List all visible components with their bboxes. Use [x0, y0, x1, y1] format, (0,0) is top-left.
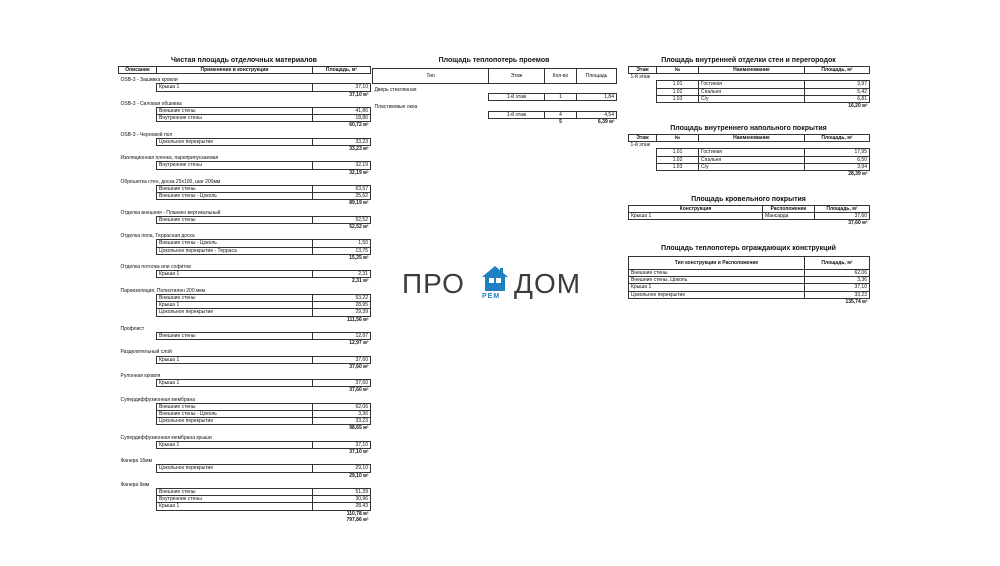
area-cell: 37,10	[313, 84, 371, 91]
usage-cell: Крыша 1	[157, 441, 313, 448]
col-usage: Применение в конструкции	[157, 67, 313, 74]
col-construction: Конструкция	[629, 206, 763, 213]
material-group-name: Обрешетка стен, доска 25x100, шаг 200мм	[120, 178, 221, 185]
roof-title: Площадь кровельного покрытия	[691, 196, 806, 203]
envelope-title: Площадь теплопотерь ограждающих конструкций	[660, 245, 836, 252]
usage-cell: Внутренние стены	[157, 115, 313, 122]
usage-cell: Цокольное перекрытие - Терраса	[157, 247, 313, 254]
area-cell: 33,23	[313, 138, 371, 145]
table-row	[119, 496, 371, 503]
table-row	[119, 271, 371, 278]
envelope-area: 62,06	[805, 270, 870, 277]
room-area: 6,81	[805, 95, 870, 102]
usage-cell: Внешние стены	[157, 294, 313, 301]
usage-cell: Крыша 1	[157, 302, 313, 309]
usage-cell: Внешние стены	[157, 403, 313, 410]
usage-cell: Цокольное перекрытие	[157, 465, 313, 472]
roof-construction: Крыша 1	[629, 213, 763, 220]
group-total: 33,23 м²	[349, 146, 369, 153]
material-group-name: Отделка пола, Террасная доска	[120, 233, 195, 240]
room-number: 1.03	[657, 163, 699, 170]
envelope-table	[628, 256, 870, 305]
table-row	[119, 410, 371, 417]
material-group-name: Супердиффузионная мембрана крыши	[120, 434, 212, 441]
envelope-section	[628, 245, 869, 305]
group-total: 37,10 м²	[349, 448, 369, 455]
material-group-name: Пароизоляция, Полиэтилен 200 мкм	[120, 287, 206, 294]
usage-cell: Внешние стены - Цоколь	[157, 193, 313, 200]
col-type: Тип	[373, 69, 489, 84]
opening-count: 1	[545, 94, 577, 101]
col-floor: Этаж	[629, 135, 657, 142]
area-cell: 28,95	[313, 302, 371, 309]
material-group-name: OSB-3 - Зашивка кровли	[120, 77, 178, 84]
col-name: Наименование	[699, 67, 805, 74]
usage-cell: Крыша 1	[157, 503, 313, 510]
group-total: 12,97 м²	[349, 340, 369, 347]
area-cell: 37,60	[313, 380, 371, 387]
room-number: 1.01	[657, 149, 699, 156]
material-group-name: Профлист	[120, 325, 145, 332]
usage-cell: Внутренние стены	[157, 162, 313, 169]
table-row	[119, 115, 371, 122]
envelope-type: Крыша 1	[629, 284, 805, 291]
table-row	[119, 465, 371, 472]
table-row	[119, 108, 371, 115]
usage-cell: Внешние стены	[157, 108, 313, 115]
group-total: 110,78 м²	[346, 510, 369, 517]
usage-cell: Крыша 1	[157, 380, 313, 387]
area-cell: 3,36	[313, 410, 371, 417]
group-total: 37,10 м²	[349, 91, 369, 98]
room-area: 3,94	[805, 163, 870, 170]
floors-total: 28,39 м²	[848, 171, 868, 178]
walls-table	[628, 66, 870, 109]
logo-left: ПРО	[402, 268, 465, 299]
table-row	[119, 309, 371, 316]
area-cell: 18,86	[313, 115, 371, 122]
roof-section	[628, 196, 869, 227]
floors-table	[628, 134, 870, 177]
walls-section	[628, 57, 869, 109]
group-total: 29,10 м²	[349, 472, 369, 479]
floors-section	[628, 125, 869, 177]
envelope-total: 135,74 м²	[845, 298, 868, 305]
area-cell: 37,60	[313, 356, 371, 363]
floor-label: 1-й этаж	[630, 74, 650, 81]
table-row	[119, 418, 371, 425]
opening-area: 4,54	[577, 111, 617, 118]
area-cell: 37,10	[313, 441, 371, 448]
group-total: 37,60 м²	[349, 387, 369, 394]
area-cell: 28,43	[313, 503, 371, 510]
area-cell: 12,97	[313, 332, 371, 339]
col-type-location: Тип конструкции и Расположение	[629, 257, 805, 270]
group-total: 60,72 м²	[349, 122, 369, 129]
usage-cell: Внешние стены	[157, 216, 313, 223]
materials-title: Чистая площадь отделочных материалов	[171, 57, 317, 64]
table-row	[119, 193, 371, 200]
room-number: 1.01	[657, 81, 699, 88]
area-cell: 41,86	[313, 108, 371, 115]
table-row	[119, 294, 371, 301]
area-cell: 62,06	[313, 403, 371, 410]
openings-table	[372, 68, 617, 125]
col-area: Площадь, м²	[805, 257, 870, 270]
opening-area: 1,84	[577, 94, 617, 101]
material-group-name: Рулонная кровля	[120, 372, 161, 379]
envelope-area: 33,23	[805, 291, 870, 298]
material-group-name: Супердиффузионная мембрана	[120, 396, 195, 403]
room-number: 1.03	[657, 95, 699, 102]
opening-group-name: Дверь стеклянная	[374, 87, 417, 93]
usage-cell: Цокольное перекрытие	[157, 309, 313, 316]
walls-total: 16,20 м²	[848, 103, 868, 110]
area-cell: 2,31	[313, 271, 371, 278]
col-number: №	[657, 67, 699, 74]
col-area: Площадь, м²	[815, 206, 870, 213]
col-area: Площадь, м²	[805, 135, 870, 142]
envelope-type: Внешние стены	[629, 270, 805, 277]
usage-cell: Внешние стены - Цоколь	[157, 240, 313, 247]
table-row	[119, 84, 371, 91]
walls-title: Площадь внутренней отделки стен и перегородок	[661, 57, 836, 64]
openings-total-area: 6,39 м²	[598, 118, 615, 125]
table-row	[119, 186, 371, 193]
opening-group-name: Пластиковые окна	[374, 104, 418, 111]
room-number: 1.02	[657, 156, 699, 163]
material-group-name: Отделка потолка или софитов	[120, 264, 191, 271]
group-total: 52,52 м²	[349, 224, 369, 231]
room-area: 3,97	[805, 81, 870, 88]
area-cell: 13,75	[313, 247, 371, 254]
usage-cell: Цокольное перекрытие	[157, 138, 313, 145]
usage-cell: Внешние стены	[157, 332, 313, 339]
room-name: Гостиная	[699, 149, 805, 156]
col-description: Описание	[119, 67, 157, 74]
usage-cell: Крыша 1	[157, 271, 313, 278]
table-row	[119, 503, 371, 510]
opening-count: 4	[545, 111, 577, 118]
material-group-name: Фанера 6мм	[120, 481, 150, 488]
table-row	[119, 356, 371, 363]
roof-table	[628, 205, 870, 227]
usage-cell: Крыша 1	[157, 84, 313, 91]
room-name: С/у	[699, 163, 805, 170]
usage-cell: Внутренние стены	[157, 496, 313, 503]
table-row	[119, 247, 371, 254]
group-total: 111,56 м²	[347, 316, 369, 323]
material-group-name: Разделительный слой	[120, 349, 172, 356]
logo-right: ДОМ	[514, 268, 582, 299]
table-row	[119, 216, 371, 223]
table-row	[119, 240, 371, 247]
openings-section	[372, 57, 616, 125]
roof-area: 37,60	[815, 213, 870, 220]
materials-section	[118, 57, 370, 523]
table-row	[119, 138, 371, 145]
envelope-type: Внешние стены, Цоколь	[629, 277, 805, 284]
pro-rem-dom-logo	[402, 262, 602, 307]
openings-total-count: 5	[559, 118, 562, 125]
logo-sub: РЕМ	[482, 293, 501, 300]
table-row	[119, 441, 371, 448]
group-total: 37,60 м²	[349, 363, 369, 370]
floors-title: Площадь внутреннего напольного покрытия	[670, 125, 827, 132]
area-cell: 29,10	[313, 465, 371, 472]
room-area: 17,95	[805, 149, 870, 156]
col-count: Кол-во	[545, 69, 577, 84]
floor-label: 1-й этаж	[630, 142, 650, 149]
area-cell: 63,57	[313, 186, 371, 193]
area-cell: 29,39	[313, 309, 371, 316]
area-cell: 53,22	[313, 294, 371, 301]
group-total: 32,19 м²	[349, 169, 369, 176]
material-group-name: Отделка внешняя - Планкен вертикальный	[120, 209, 221, 216]
room-name: Спальня	[699, 88, 805, 95]
house-icon	[480, 264, 510, 292]
col-area: Площадь, м²	[313, 67, 371, 74]
area-cell: 51,39	[313, 488, 371, 495]
material-group-name: OSB-3 - Силовая обшивка	[120, 100, 182, 107]
room-name: С/у	[699, 95, 805, 102]
room-area: 5,42	[805, 88, 870, 95]
col-area: Площадь, м²	[805, 67, 870, 74]
area-cell: 52,52	[313, 216, 371, 223]
usage-cell: Внешние стены	[157, 488, 313, 495]
material-group-name: Изоляционная пленка, пароприпускаемая	[120, 155, 219, 162]
area-cell: 33,23	[313, 418, 371, 425]
table-row	[119, 332, 371, 339]
area-cell: 32,19	[313, 162, 371, 169]
usage-cell: Внешние стены	[157, 186, 313, 193]
group-total: 2,31 м²	[352, 278, 369, 285]
envelope-area: 37,10	[805, 284, 870, 291]
opening-floor: 1-й этаж	[489, 111, 545, 118]
usage-cell: Цокольное перекрытие	[157, 418, 313, 425]
roof-total: 37,60 м²	[848, 220, 868, 227]
table-row	[119, 162, 371, 169]
group-total: 15,25 м²	[349, 254, 369, 261]
usage-cell: Внешние стены - Цоколь	[157, 410, 313, 417]
area-cell: 25,62	[313, 193, 371, 200]
material-group-name: OSB-3 - Черновой пол	[120, 131, 173, 138]
col-floor: Этаж	[489, 69, 545, 84]
table-row	[119, 403, 371, 410]
openings-title: Площадь теплопотерь проемов	[438, 57, 550, 64]
col-floor: Этаж	[629, 67, 657, 74]
room-name: Гостиная	[699, 81, 805, 88]
col-name: Наименование	[699, 135, 805, 142]
material-group-name: Фанера 16мм	[120, 458, 153, 465]
envelope-area: 3,36	[805, 277, 870, 284]
col-location: Расположение	[763, 206, 815, 213]
table-row	[119, 488, 371, 495]
grand-total: 797,86 м²	[346, 516, 369, 523]
table-row	[119, 302, 371, 309]
usage-cell: Крыша 1	[157, 356, 313, 363]
group-total: 89,19 м²	[349, 200, 369, 207]
materials-table	[118, 66, 371, 523]
room-area: 6,50	[805, 156, 870, 163]
col-area: Площадь	[577, 69, 617, 84]
col-number: №	[657, 135, 699, 142]
roof-location: Мансарда	[763, 213, 815, 220]
opening-floor: 1-й этаж	[489, 94, 545, 101]
area-cell: 1,50	[313, 240, 371, 247]
room-name: Спальня	[699, 156, 805, 163]
table-row	[119, 380, 371, 387]
envelope-type: Цокольное перекрытие	[629, 291, 805, 298]
room-number: 1.02	[657, 88, 699, 95]
area-cell: 30,96	[313, 496, 371, 503]
group-total: 98,65 м²	[349, 425, 369, 432]
